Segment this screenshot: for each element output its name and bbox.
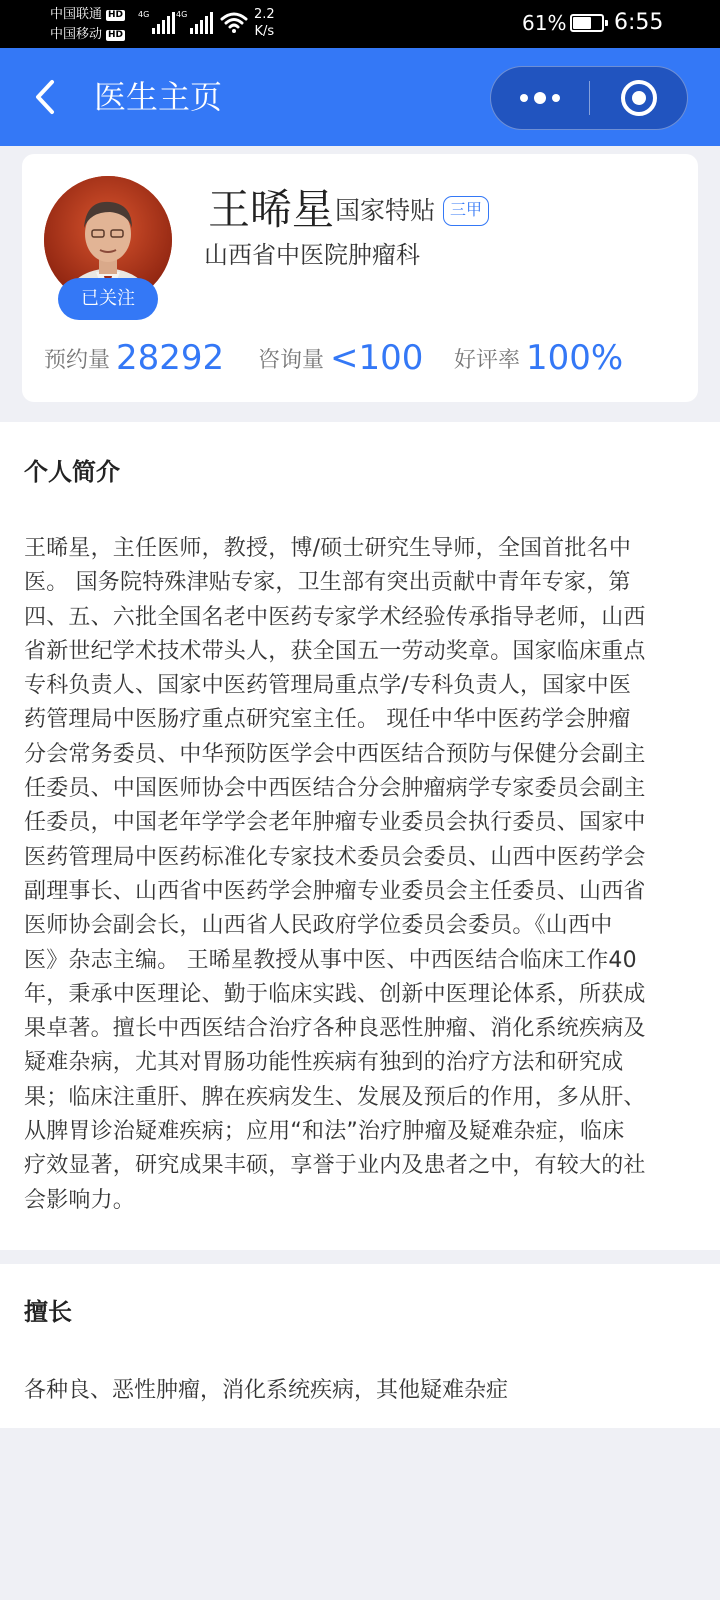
intro-line: 疗效显著，研究成果丰硕，享誉于业内及患者之中，有较大的社 [24, 1153, 646, 1179]
intro-line: 医。 国务院特殊津贴专家，卫生部有突出贡献中青年专家，第 [24, 570, 631, 596]
intro-line: 会影响力。 [24, 1187, 136, 1213]
intro-line: 副理事长、山西省中医药学会肿瘤专业委员会主任委员、山西省 [24, 878, 646, 904]
stat-consultations [258, 338, 423, 378]
intro-line: 医药管理局中医药标准化专家技术委员会委员、山西中医药学会 [24, 844, 646, 870]
skills-section [0, 1264, 720, 1428]
wifi-icon [220, 10, 248, 34]
stat-appointments [44, 338, 224, 378]
intro-line: 任委员，中国老年学学会老年肿瘤专业委员会执行委员、国家中 [24, 810, 646, 836]
status-bar [0, 0, 720, 48]
speed-value: 2.2 [254, 7, 275, 22]
intro-line: 省新世纪学术技术带头人，获全国五一劳动奖章。国家临床重点 [24, 638, 646, 664]
nav-bar [0, 48, 720, 146]
intro-line: 专科负责人、国家中医药管理局重点学/专科负责人，国家中医 [24, 673, 632, 699]
stat-value: 28292 [116, 338, 225, 378]
intro-line: 医》杂志主编。 王晞星教授从事中医、中西医结合临床工作40 [24, 947, 637, 973]
intro-line: 果卓著。擅长中西医结合治疗各种良恶性肿瘤、消化系统疾病及 [24, 1016, 646, 1042]
intro-line: 四、五、六批全国名老中医药专家学术经验传承指导老师，山西 [24, 604, 646, 630]
intro-line: 果；临床注重肝、脾在疾病发生、发展及预后的作用，多从肝、 [24, 1084, 646, 1110]
intro-line: 医师协会副会长，山西省人民政府学位委员会委员。《山西中 [24, 913, 613, 939]
intro-line: 从脾胃诊治疑难疾病；应用“和法”治疗肿瘤及疑难杂症，临床 [24, 1119, 625, 1145]
stat-value: 100% [526, 338, 624, 378]
signal-icon [138, 10, 175, 34]
stat-label: 好评率 [454, 348, 521, 373]
intro-section [0, 422, 720, 1250]
doctor-card [22, 154, 698, 402]
network-type: 4G [138, 10, 150, 19]
network-type: 4G [176, 10, 188, 19]
intro-line: 任委员、中国医师协会中西医结合分会肿瘤病学专家委员会副主 [24, 776, 646, 802]
page-title: 医生主页 [94, 78, 223, 116]
stat-value: <100 [330, 338, 424, 378]
speed-unit: K/s [254, 24, 275, 39]
stat-label: 咨询量 [258, 348, 325, 373]
carrier-1: 中国联通 [50, 7, 103, 22]
doctor-title: 国家特贴 [335, 196, 436, 225]
hd-badge: HD [108, 9, 124, 20]
carrier-info [50, 5, 125, 45]
doctor-name: 王晞星 [208, 185, 335, 234]
menu-capsule [490, 66, 688, 130]
intro-title: 个人简介 [24, 458, 120, 486]
stat-rating [454, 338, 623, 378]
intro-line: 疑难杂病，尤其对胃肠功能性疾病有独到的治疗方法和研究成 [24, 1050, 624, 1076]
network-speed [254, 6, 275, 40]
signal-icon [176, 10, 213, 34]
stat-label: 预约量 [44, 348, 111, 373]
battery-percent: 61% [522, 11, 567, 35]
intro-line: 分会常务委员、中华预防医学会中西医结合预防与保健分会副主 [24, 741, 646, 767]
follow-button[interactable]: 已关注 [58, 278, 158, 320]
hd-badge: HD [108, 29, 124, 40]
target-icon[interactable] [590, 67, 688, 129]
intro-line: 药管理局中医肠疗重点研究室主任。 现任中华中医药学会肿瘤 [24, 707, 631, 733]
doctor-card-area [0, 146, 720, 422]
carrier-2: 中国移动 [50, 27, 103, 42]
chevron-left-icon[interactable] [28, 76, 64, 118]
doctor-department: 山西省中医院肿瘤科 [204, 241, 420, 269]
intro-line: 王晞星，主任医师，教授，博/硕士研究生导师，全国首批名中 [24, 536, 632, 561]
skills-text: 各种良、恶性肿瘤，消化系统疾病，其他疑难杂症 [24, 1378, 509, 1403]
clock: 6:55 [614, 10, 664, 35]
more-dots-icon[interactable] [491, 67, 589, 129]
battery-icon [570, 14, 604, 32]
hospital-grade-badge: 三甲 [443, 196, 489, 226]
intro-line: 年，秉承中医理论、勤于临床实践、创新中医理论体系，所获成 [24, 981, 646, 1007]
skills-title: 擅长 [24, 1298, 72, 1326]
intro-text [24, 532, 696, 1218]
